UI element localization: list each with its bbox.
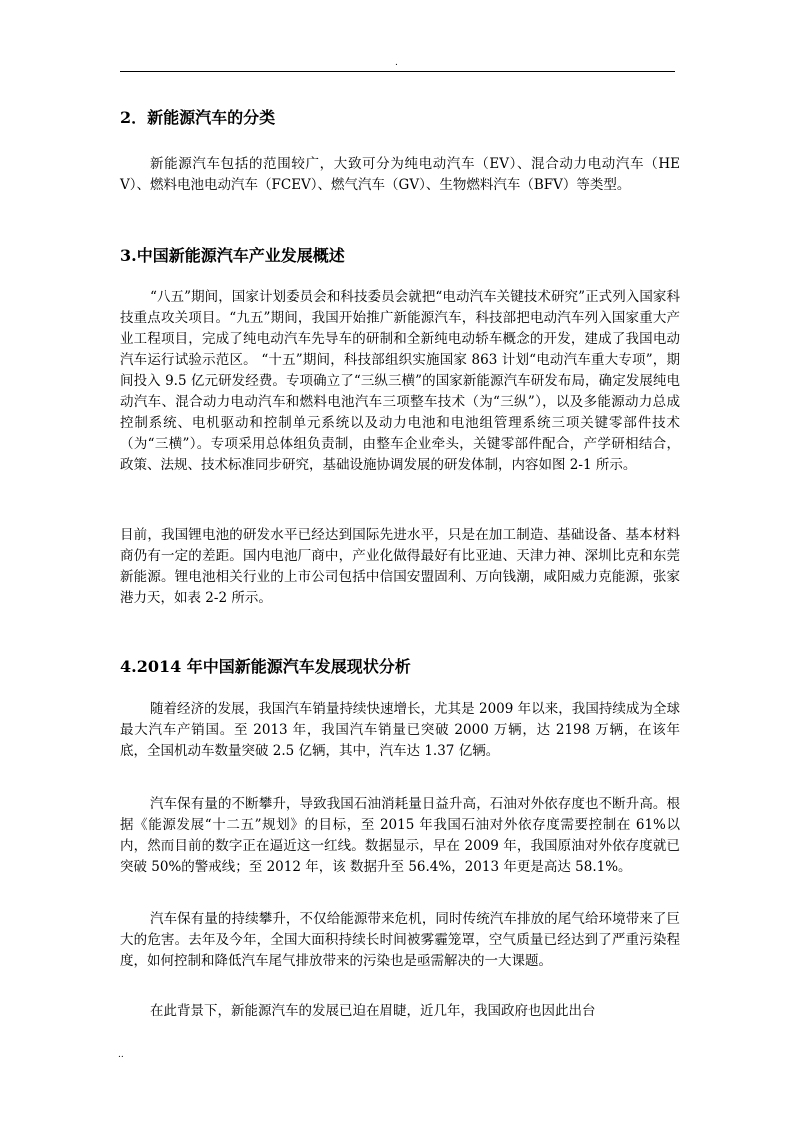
section-4-heading: 4.2014 年中国新能源汽车发展现状分析 bbox=[120, 657, 411, 676]
section-2-heading: 2．新能源汽车的分类 bbox=[120, 108, 276, 127]
section-3-paragraph-2: 目前，我国锂电池的研发水平已经达到国际先进水平，只是在加工制造、基础设备、基本材料商仍有一定的差距。国内电池厂商中，产业化做得最好有比亚迪、天津力神、深圳比克和东莞新能源。锂电池相关行业的上市公司包括中信国安盟固利、万向钱潮，咸阳威力克能源，张家港力天，如表 2-2 所示。 bbox=[120, 527, 680, 606]
section-4-paragraph-2: 汽车保有量的不断攀升，导致我国石油消耗量日益升高，石油对外依存度也不断升高。根据《能源发展“十二五”规划》的目标，至 2015 年我国石油对外依存度需要控制在 61%以内，然而目前的数字正在逼近这一红线。数据显示，早在 2009 年，我国原油对外依存度就已突破 50%的警戒线；至 2012 年，该 数据升至 56.4%，2013 年更是高达 58.1%。 bbox=[120, 796, 680, 875]
footer-mark: .. bbox=[118, 1050, 124, 1060]
header-rule bbox=[120, 71, 675, 72]
header-mark: . bbox=[395, 58, 398, 68]
section-3-paragraph-1: “八五”期间，国家计划委员会和科技委员会就把“电动汽车关键技术研究”正式列入国家科技重点攻关项目。“九五”期间，我国开始推广新能源汽车，科技部把电动汽车列入国家重大产业工程项目，完成了纯电动汽车先导车的研制和全新纯电动轿车概念的开发，建成了我国电动汽车运行试验示范区。 “十五”期间，科技部组织实施国家 863 计划“电动汽车重大专项”，期间投入 9.5 亿元研发经费。专项确立了“三纵三横”的国家新能源汽车研发布局，确定发展纯电动汽车、混合动力电动汽车和燃料电池汽车三项整车技术（为“三纵”），以及多能源动力总成控制系统、电机驱动和控制单元系统以及动力电池和电池组管理系统三项关键零部件技术（为“三横”）。专项采用总体组负责制，由整车企业牵头，关键零部件配合，产学研相结合，政策、法规、技术标准同步研究，基础设施协调发展的研发体制，内容如图 2-1 所示。 bbox=[120, 289, 680, 473]
section-4-paragraph-3: 汽车保有量的持续攀升，不仅给能源带来危机，同时传统汽车排放的尾气给环境带来了巨大的危害。去年及今年，全国大面积持续长时间被雾霾笼罩，空气质量已经达到了严重污染程度，如何控制和降低汽车尾气排放带来的污染也是亟需解决的一大课题。 bbox=[120, 911, 680, 969]
section-4-paragraph-1: 随着经济的发展，我国汽车销量持续快速增长，尤其是 2009 年以来，我国持续成为全球最大汽车产销国。至 2013 年，我国汽车销量已突破 2000 万辆，达 2198 万辆，在该年底，全国机动车数量突破 2.5 亿辆，其中，汽车达 1.37 亿辆。 bbox=[120, 701, 680, 759]
section-3-heading: 3.中国新能源汽车产业发展概述 bbox=[120, 246, 345, 265]
section-4-paragraph-4: 在此背景下，新能源汽车的发展已迫在眉睫，近几年，我国政府也因此出台 bbox=[150, 1003, 596, 1019]
section-2-paragraph-1: 新能源汽车包括的范围较广，大致可分为纯电动汽车（EV）、混合动力电动汽车（HEV）、燃料电池电动汽车（FCEV）、燃气汽车（GV）、生物燃料汽车（BFV）等类型。 bbox=[120, 156, 680, 193]
